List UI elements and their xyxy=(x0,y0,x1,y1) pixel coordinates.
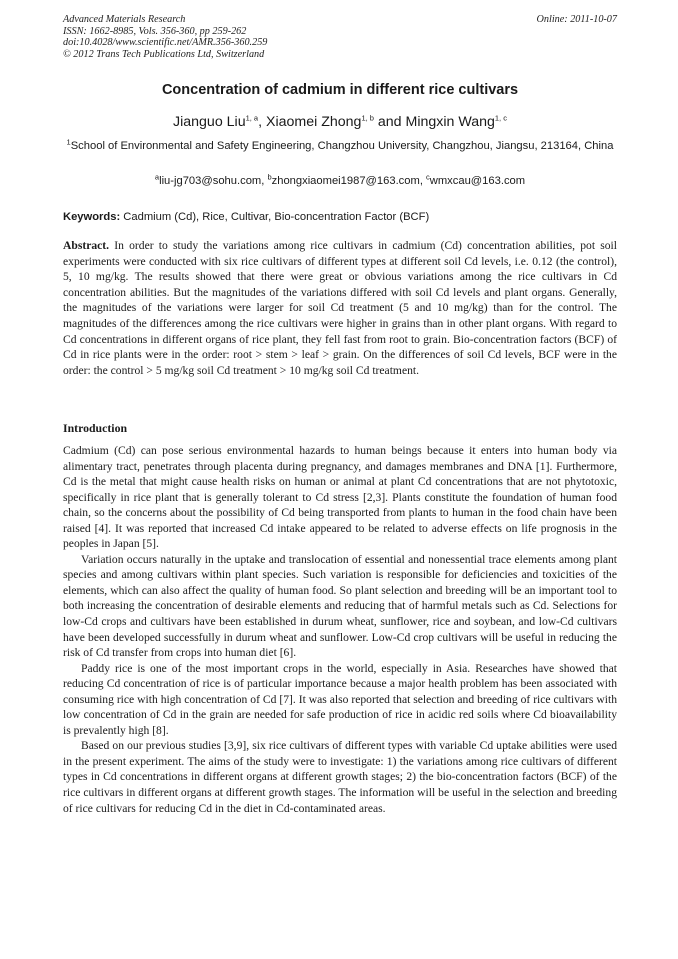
keywords xyxy=(63,210,617,225)
doi-line: doi:10.4028/www.scientific.net/AMR.356-360.259 xyxy=(63,37,268,48)
author-name: Xiaomei Zhong xyxy=(266,114,362,130)
online-date: Online: 2011-10-07 xyxy=(536,14,617,25)
affiliation-text: School of Environmental and Safety Engineering, Changzhou University, Changzhou, Jiangsu, 213164, China xyxy=(70,140,614,152)
abstract-text: In order to study the variations among rice cultivars in cadmium (Cd) concentration abilities, pot soil experiments were conducted with six rice cultivars of different types at different soil Cd levels, i.e. 0.12 (the control), 5, 10 mg/kg. The results showed that there were great or obvious variations among the rice cultivars in Cd concentration abilities. But the magnitudes of the variations differed with soil Cd levels and plant organs. Generally, the magnitudes of the variations were larger for soil Cd treatment (5 and 10 mg/kg) than for the control. The magnitudes of the differences among the rice cultivars were higher in grains than in other plant organs. With regard to Cd concentrations in different organs of rice plant, they fell fast from root to grain. Bio-concentration factors (BCF) of Cd in rice plants were in the order: root > stem > leaf > grain. On the differences of soil Cd levels, BCF were in the order: the control > 5 mg/kg soil Cd treatment > 10 mg/kg soil Cd treatment. xyxy=(63,239,617,377)
body-paragraph: Variation occurs naturally in the uptake and translocation of essential and nonessential trace elements among plant species and among cultivars within plant species. Such variation is responsible for deficiencies and toxicities of the elements, which can also affect the quality of human food. So plant selection and breeding will be an important tool to both increasing the concentration of desirable elements and reducing that of harmful metals such as Cd. Selections for low-Cd crops and cultivars have been established in durum wheat, sunflower, rice and soybean, and low-Cd cultivars have been developed successfully in durum wheat and sunflower. Low-Cd crop cultivars will be useful in reducing the risk of Cd transfer from crops into human diet [6]. xyxy=(63,552,617,660)
email-list xyxy=(63,174,617,189)
author-name: Mingxin Wang xyxy=(405,114,495,130)
abstract xyxy=(63,238,617,378)
abstract-label: Abstract. xyxy=(63,239,110,252)
paper-title: Concentration of cadmium in different rice cultivars xyxy=(161,82,519,98)
email-separator: , xyxy=(261,175,268,187)
email-separator: , xyxy=(419,175,427,187)
author-superscript: 1, b xyxy=(361,113,374,123)
keywords-text: Cadmium (Cd), Rice, Cultivar, Bio-concentration Factor (BCF) xyxy=(120,211,430,223)
author-superscript: 1, c xyxy=(494,113,507,123)
affiliation-superscript: 1 xyxy=(66,137,71,147)
email-address: zhongxiaomei1987@163.com xyxy=(271,175,420,187)
email-superscript: c xyxy=(426,172,430,182)
keywords-label: Keywords: xyxy=(63,211,121,223)
email-superscript: a xyxy=(154,172,160,182)
section-heading-introduction: Introduction xyxy=(63,421,128,435)
issn-line: ISSN: 1662-8985, Vols. 356-360, pp 259-262 xyxy=(63,25,247,37)
body-paragraph: Based on our previous studies [3,9], six rice cultivars of different types with variable Cd uptake abilities were used in the present experiment. The aims of the study were to investigate: 1) the variations among rice cultivars of different types in Cd concentrations in different organs at different growth stages; 2) the bio-concentration factors (BCF) of the rice cultivars in different organs at different growth stages. The information will be useful in the selection and breeding of rice cultivars for reducing Cd in the diet in Cd-contaminated areas. xyxy=(63,739,617,815)
author-separator: , xyxy=(258,114,266,130)
body-paragraph: Paddy rice is one of the most important crops in the world, especially in Asia. Researches have showed that reducing Cd concentration of rice is of particular importance because a major health problem has been associated with consuming rice with high concentration of Cd [7]. It was also reported that selection and breeding of rice cultivars with low concentration of Cd in the grain are needed for safe production of rice in acidic red soils where Cd bioavailability is prevalently high [8]. xyxy=(63,661,617,737)
introduction-body xyxy=(63,443,617,816)
email-superscript: b xyxy=(267,172,272,182)
email-address: wmxcau@163.com xyxy=(429,175,526,187)
journal-header xyxy=(63,14,617,60)
affiliation xyxy=(63,139,617,155)
body-paragraph: Cadmium (Cd) can pose serious environmental hazards to human beings because it enters into human body via alimentary tract, penetrates through placenta during pregnancy, and damages membranes and DNA [1]. Furthermore, Cd is the metal that might cause health risks on human or animal at plant Cd concentrations that are not phytotoxic, specifically in rice plant that is generally tolerant to Cd stress [2,3]. Plants constitute the foundation of human food chain, so the concerns about the possibility of Cd being transported from plants to human in the food chain have been raised [4]. It was reported that increased Cd intake appeared to be related to adverse effects on life prognosis in the peoples in Japan [5]. xyxy=(63,444,617,551)
email-address: liu-jg703@sohu.com xyxy=(159,175,262,187)
author-name: Jianguo Liu xyxy=(173,114,246,130)
author-superscript: 1, a xyxy=(245,113,259,123)
copyright-line: © 2012 Trans Tech Publications Ltd, Switzerland xyxy=(63,48,265,60)
journal-name: Advanced Materials Research xyxy=(63,14,186,25)
author-list xyxy=(63,113,617,131)
author-separator: and xyxy=(373,114,406,130)
